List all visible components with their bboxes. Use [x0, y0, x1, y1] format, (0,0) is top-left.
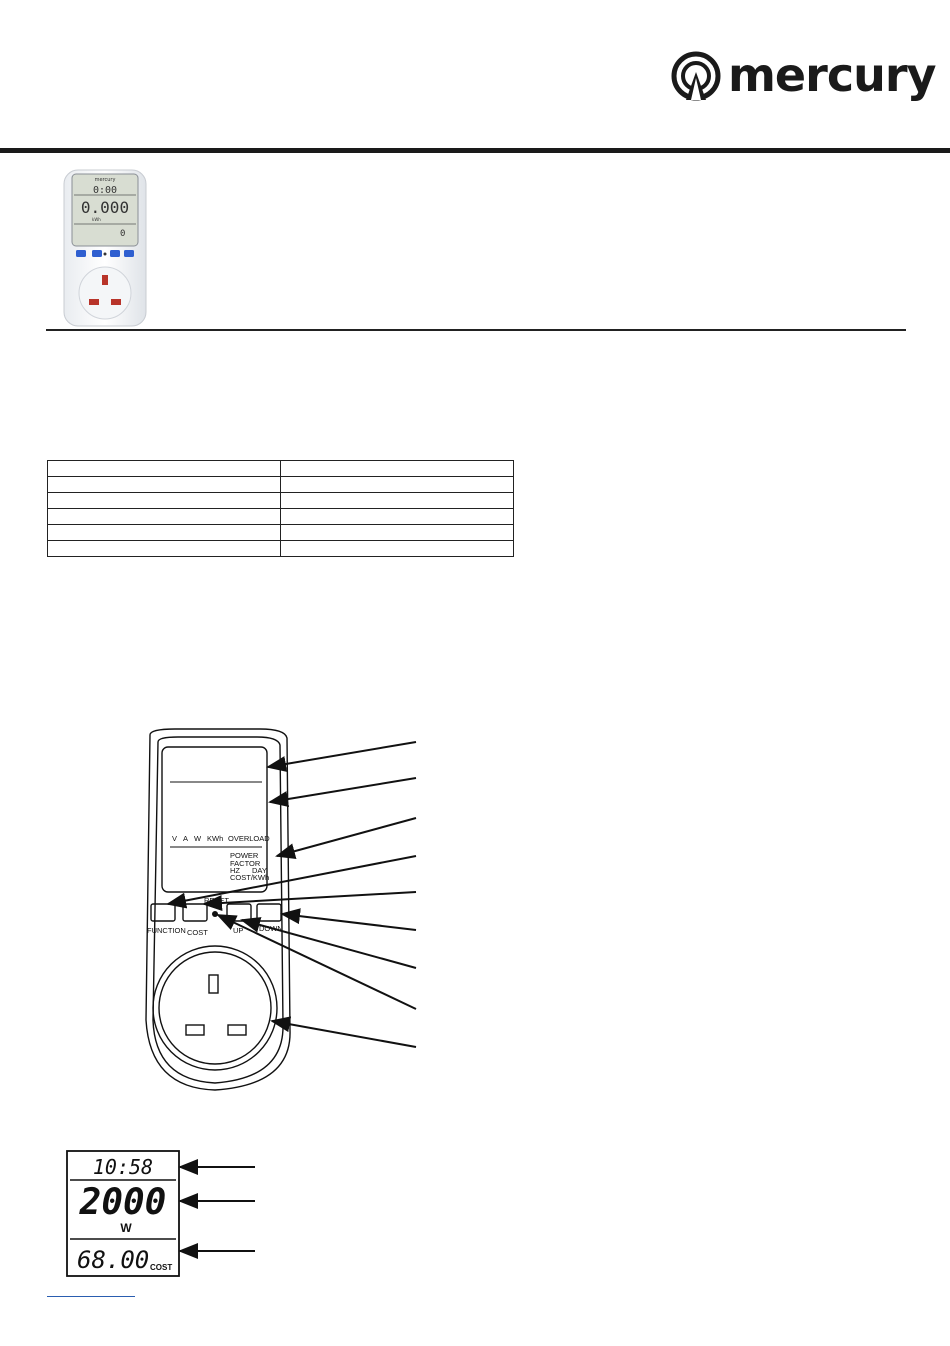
lcd-unit: W	[120, 1221, 132, 1235]
brand-name: mercury	[728, 48, 936, 102]
up-button	[227, 904, 251, 921]
label-day: DAY	[252, 866, 267, 875]
lcd-cost-value: 68.00	[77, 1246, 150, 1274]
photo-lcd-top: 0:00	[92, 185, 118, 196]
callout-arrow	[282, 914, 416, 930]
label-v: V	[172, 834, 178, 843]
callout-arrow	[272, 1021, 416, 1047]
label-hz: HZ	[230, 866, 240, 875]
label-down: DOWN	[259, 924, 283, 933]
footer-link[interactable]	[47, 1296, 135, 1297]
photo-lcd-main: 0.000	[80, 198, 130, 217]
lcd-value: 2000	[79, 1182, 167, 1223]
callout-arrow	[204, 892, 416, 904]
callout-arrow	[168, 856, 416, 904]
label-reset: RESET	[204, 896, 230, 905]
label-a: A	[183, 834, 189, 843]
label-overload: OVERLOAD	[228, 834, 270, 843]
lcd-cost-label: COST	[150, 1263, 173, 1272]
reset-button	[212, 911, 218, 917]
callout-arrow	[268, 742, 416, 767]
photo-lcd-unit: kWh	[92, 217, 101, 222]
callout-arrow	[270, 778, 416, 802]
photo-lcd-bottom: 0	[120, 229, 126, 239]
label-kwh: KWh	[207, 834, 224, 843]
down-button	[257, 904, 281, 921]
cost-button	[183, 904, 207, 921]
photo-brand: mercury	[94, 177, 116, 183]
label-w: W	[194, 834, 202, 843]
label-function: FUNCTION	[147, 926, 186, 935]
label-cost: COST	[187, 928, 208, 937]
callout-arrow	[277, 818, 416, 856]
label-up: UP	[233, 926, 244, 935]
label-cost-kwh: COST/KWh	[230, 873, 270, 882]
label-factor: FACTOR	[230, 859, 261, 868]
label-power: POWER	[230, 851, 259, 860]
lcd-time: 10:58	[92, 1155, 154, 1179]
